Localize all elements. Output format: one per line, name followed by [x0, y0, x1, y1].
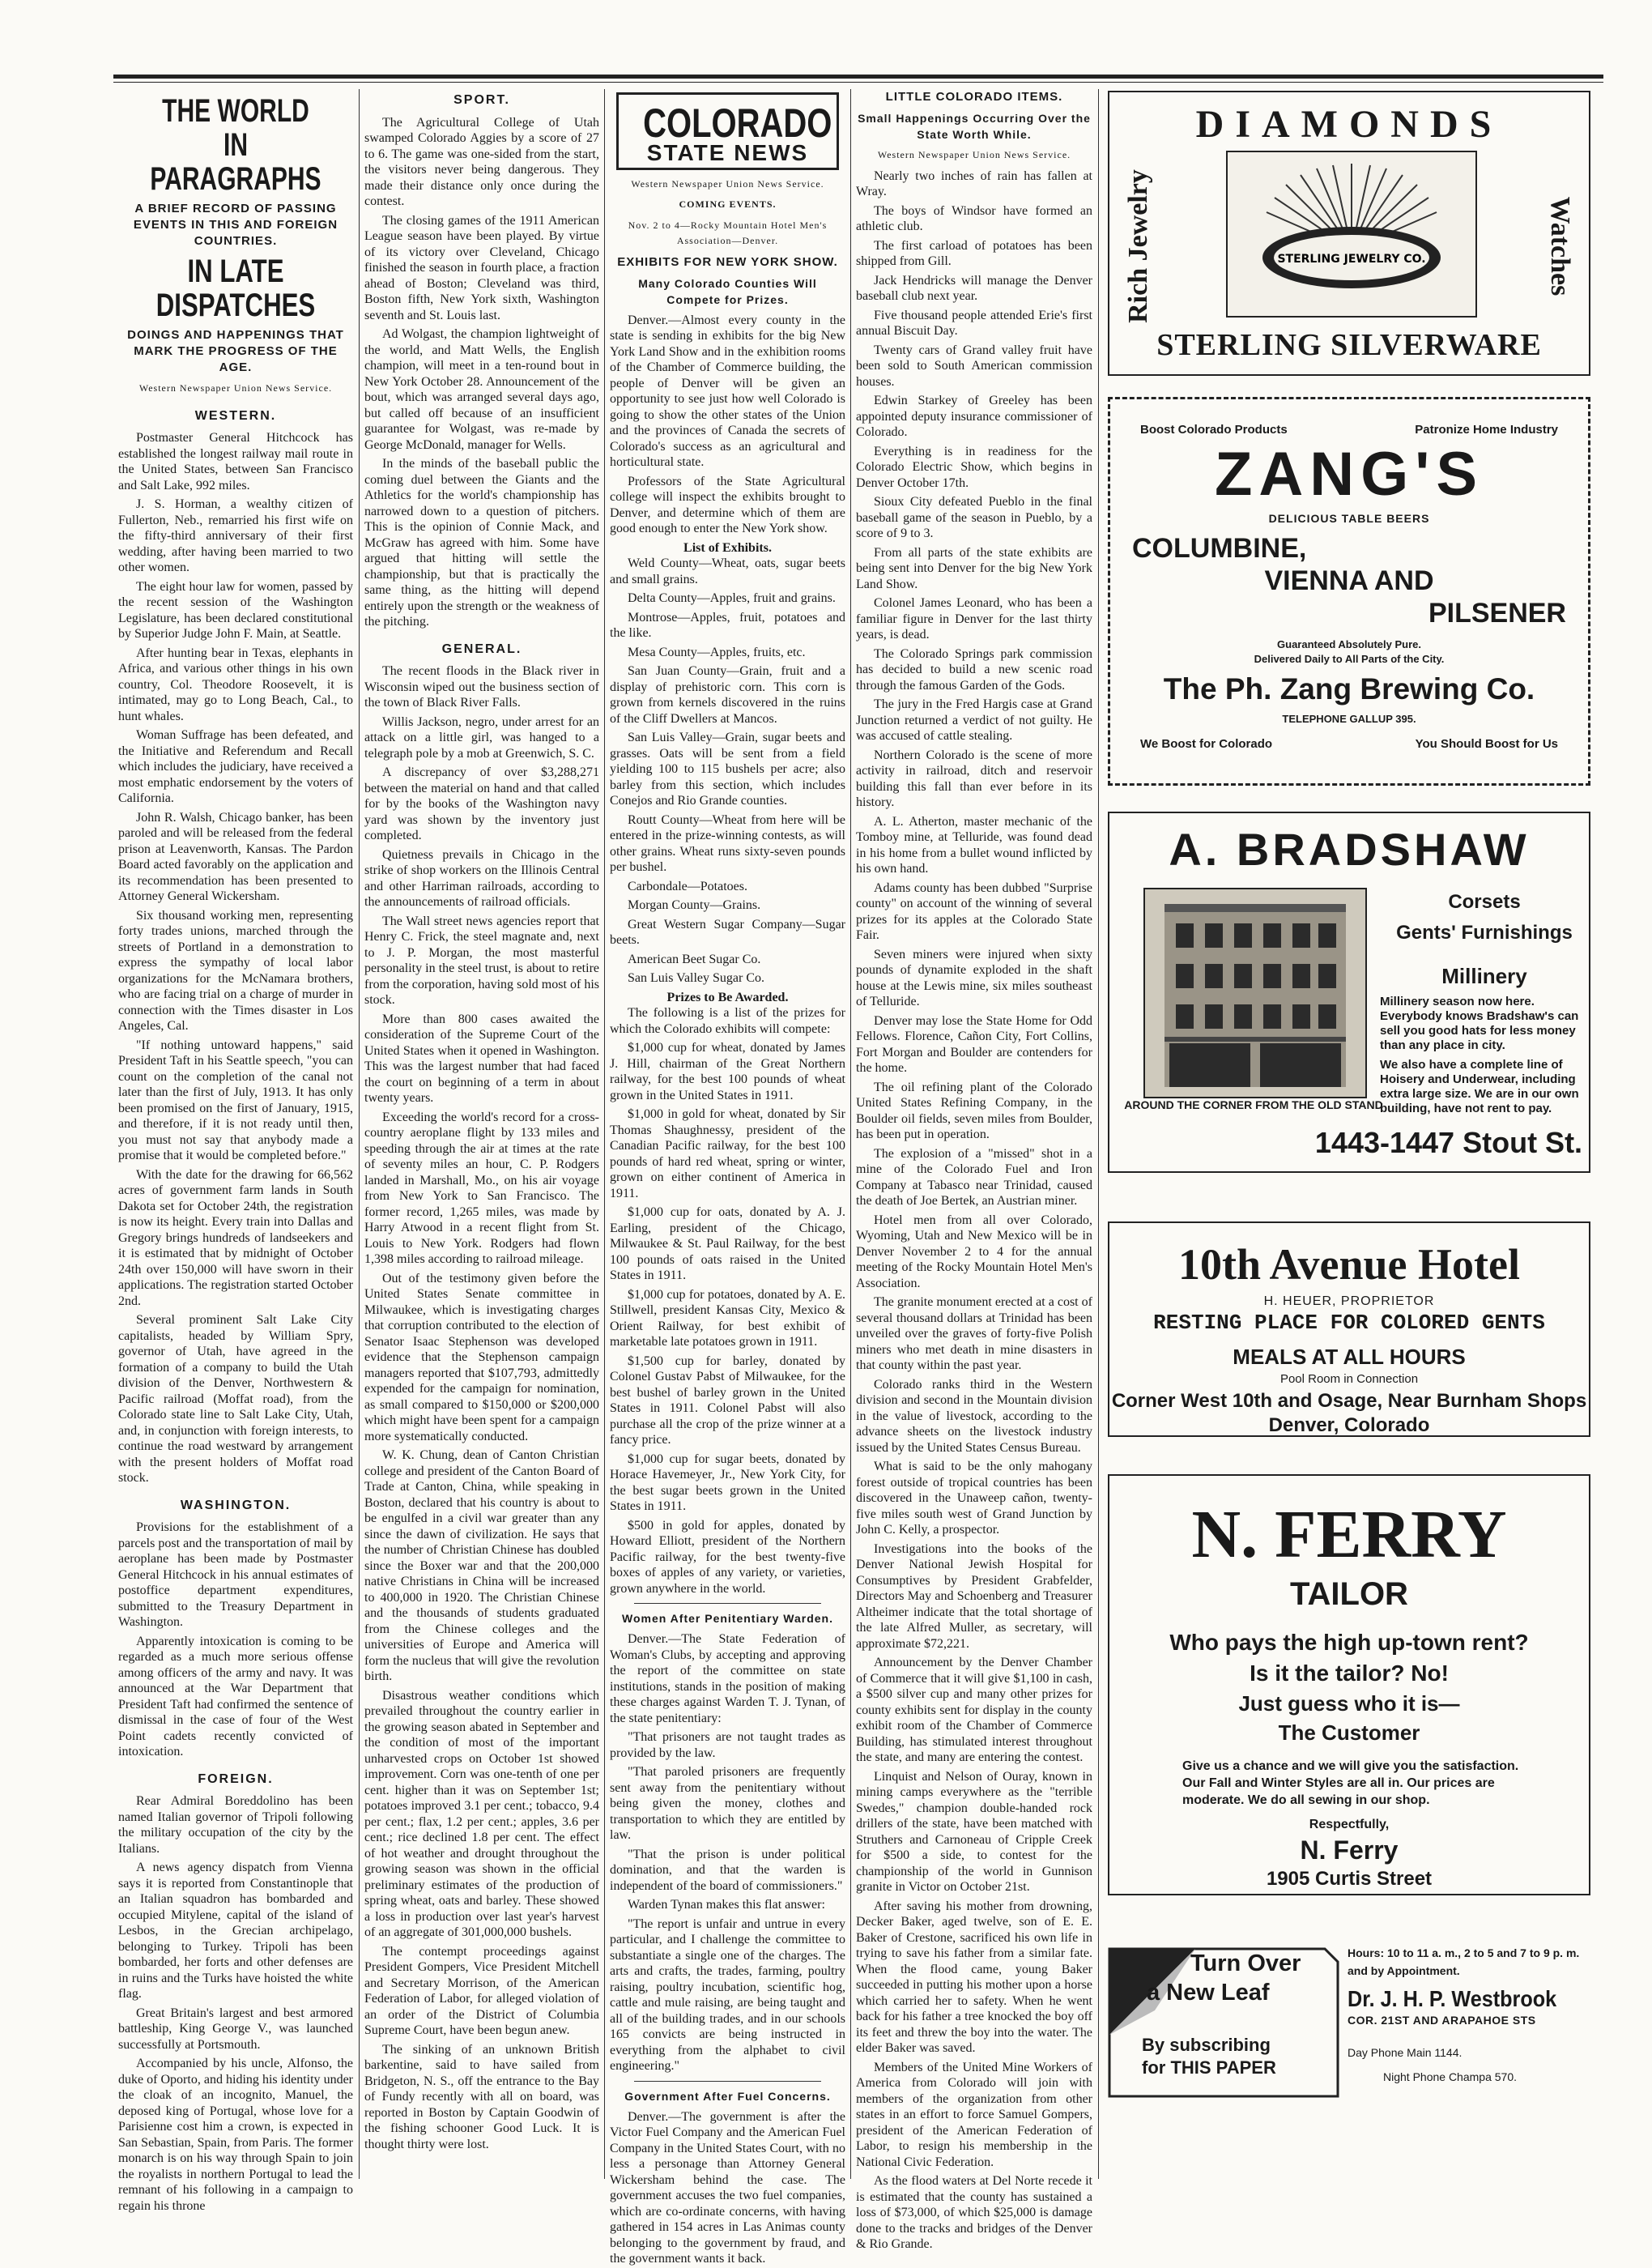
paragraph: A news agency dispatch from Vienna says it is reported from Constantinople that an Italian squadron has bombarded and occupied Mitylene, capital of the island of Lesbos, in the Grecian archipelago, belonging to Turkey. Tripoli has been bombarded, her forts and other defenses are in ruins and the Turks have hoisted the white flag. — [118, 1861, 353, 2001]
paragraph: Denver may lose the State Home for Odd Fellows. Florence, Cañon City, Fort Collins, Fort Morgan and Boulder are contenders for the home. — [856, 1013, 1092, 1075]
zang-sub: DELICIOUS TABLE BEERS — [1268, 512, 1430, 525]
list-of-exhibits-head: List of Exhibits. — [683, 540, 772, 555]
western-paragraphs — [118, 430, 353, 1486]
column-little-colorado-items — [856, 89, 1092, 2251]
paragraph: A. L. Atherton, master mechanic of the Tomboy mine, at Telluride, was found dead in his home from a bullet wound inflicted by his own hand. — [856, 814, 1092, 876]
paragraph: Morgan County—Grains. — [628, 898, 761, 912]
paragraph: Apparently intoxication is coming to be regarded as a much more serious offense among officers of the army and navy. It was announced at the War Department that President Taft had confirmed the sentence of dismissal in the case of four of the West Point cadets recently convicted of intoxication. — [118, 1634, 353, 1759]
doctor-day-phone: Day Phone Main 1144. — [1348, 2046, 1463, 2059]
paragraph: Accompanied by his uncle, Alfonso, the duke of Oporto, and hiding his identity under the cloak of an incognito, Manuel, the deposed king of Portugal, whose love for a Parisienne cost him a crown, is expected in San Sebastian, Spain, from Paris. The former monarch is on his way through Spain to join the royalists in northern Portugal to lead the remnant of his following in a campaign to regain his throne — [118, 2057, 353, 2213]
leaf-line1: Turn Over — [1190, 1950, 1301, 1976]
section-general: GENERAL. — [441, 642, 522, 656]
paragraph: Postmaster General Hitchcock has established the longest railway mail route in the United States, between San Francisco and Salt Lake, 992 miles. — [118, 431, 353, 492]
prizes-head: Prizes to Be Awarded. — [666, 990, 789, 1004]
paragraph: Ad Wolgast, the champion lightweight of the world, and Matt Wells, the English champion, will meet in a ten-round bout in New York October 28. Announcement of the bout, which was arranged several days ago, but called off because of an insufficient guarantee for Wolgast, was re-made by George McDonald, manager for Wells. — [364, 327, 599, 452]
paragraph: Jack Hendricks will manage the Denver baseball club next year. — [856, 273, 1092, 303]
column-colorado-state-news — [610, 89, 845, 2266]
paragraph: $1,000 cup for oats, donated by A. J. Earling, president of the Chicago, Milwaukee & St. Paul Railway, for the best 100 pounds of oats raised in the United States in 1911. — [610, 1205, 845, 1282]
column-world-in-paragraphs — [118, 89, 353, 2213]
paragraph: Routt County—Wheat from here will be entered in the prize-winning contests, as will other grains. Wheat runs sixty-seven pounds per bushel. — [610, 812, 845, 874]
paragraph: "That prisoners are not taught trades as provided by the law. — [610, 1730, 845, 1760]
hotel-tagline: RESTING PLACE FOR COLORED GENTS — [1153, 1311, 1545, 1335]
ferry-trade: TAILOR — [1290, 1576, 1408, 1612]
watches-label: Watches — [1545, 196, 1575, 296]
zang-line1: COLUMBINE, — [1132, 533, 1307, 564]
paragraph: Rear Admiral Boreddolino has been named Italian governor of Tripoli following the military occupation of the city by the Italians. — [118, 1794, 353, 1856]
paragraph: As the flood waters at Del Norte recede it is estimated that the county has sustained a loss of $73,000, of which $25,000 is damage done to the tracks and bridges of the Denver & Rio Grande. — [856, 2174, 1092, 2251]
headline-world-in-paragraphs: THE WORLD IN PARAGRAPHS — [150, 93, 321, 197]
bradshaw-text: Millinery season now here. Everybody knows Bradshaw's can sell you good hats for less money than any place in city. — [1380, 995, 1579, 1052]
paragraph: With the date for the drawing for 66,562 acres of government farm lands in South Dakota set for October 24th, the registration is now its height. Every train into Dallas and Gregory brings hundreds of landseekers and it is estimated that by midnight of October 24th over 150,000 will have sworn in their applications. The registration started October 2nd. — [118, 1167, 353, 1308]
bradshaw-corsets: Corsets — [1448, 891, 1521, 913]
store-building-picture — [1143, 888, 1367, 1098]
paragraph: Great Western Sugar Company—Sugar beets. — [610, 917, 845, 947]
paragraph: Delta County—Apples, fruit and grains. — [628, 591, 836, 605]
leaf-line3: By subscribing — [1142, 2035, 1271, 2055]
paragraph: Professors of the State Agricultural college will inspect the exhibits brought to Denver, and determine which of them are good enough to enter the New York show. — [610, 474, 845, 535]
divider — [634, 2081, 821, 2082]
paragraph: $500 in gold for apples, donated by Howard Elliott, president of the Northern Pacific railway, for the best twenty-five boxes of apples of any variety, or varieties, grown anywhere in the world. — [610, 1518, 845, 1596]
paragraph: In the minds of the baseball public the coming duel between the Giants and the Athletics for the world's championship has narrowed down to a question of pitchers. This is the opinion of Connie Mack, and McGraw has agreed with him. Some have argued that hitting will settle the championship, but that is practically the same thing, as the hitting will depend entirely upon the strength or the weakness of the pitching. — [364, 457, 599, 629]
sport-paragraphs — [364, 115, 599, 630]
paragraph: Twenty cars of Grand valley fruit have been sold to South American commission houses. — [856, 343, 1092, 389]
ferry-name: N. FERRY — [1191, 1497, 1507, 1572]
paragraph: $1,500 cup for barley, donated by Colonel Gustav Pabst of Milwaukee, for the best bushel of barley grown in the United States in 1911. Colonel Pabst will also purchase all the crop of the prize winner at a fancy price. — [610, 1354, 845, 1447]
ad-diamonds — [1108, 91, 1590, 376]
zang-phone: TELEPHONE GALLUP 395. — [1282, 713, 1416, 725]
paragraph: Adams county has been dubbed "Surprise county" on account of the winning of several prizes for its apples at the Colorado State Fair. — [856, 880, 1092, 942]
section-sport: SPORT. — [453, 93, 510, 107]
paragraph: The recent floods in the Black river in Wisconsin wiped out the business section of the town of Black River Falls. — [364, 664, 599, 710]
bradshaw-caption: AROUND THE CORNER FROM THE OLD STAND — [1124, 1098, 1383, 1111]
paragraph: Linquist and Nelson of Ouray, known in mining camps everywhere as the "terrible Swedes," champion double-handed rock drillers of the state, have been matched with Struthers and Carnoneau of Cripple Creek for $500 a side, to contest for the championship of the world in Gunnison granite in Victor on October 21st. — [856, 1769, 1092, 1894]
zang-patronize: Patronize Home Industry — [1415, 423, 1558, 437]
paragraph: A discrepancy of over $3,288,271 between the material on hand and that called for by the books of the Washington navy yard was shown by the inventory just completed. — [364, 765, 599, 842]
paragraph: $1,000 cup for sugar beets, donated by Horace Havemeyer, Jr., New York City, for the best sugar beets grown in the United States in 1911. — [610, 1452, 845, 1513]
credit-line: Western Newspaper Union News Service. — [631, 177, 824, 190]
paragraph: Exceeding the world's record for a cross-country aeroplane flight by 133 miles and speeding through the air at times at the rate of seventy miles an hour, C. P. Rodgers landed in Marshall, Mo., on his air voyage from New York to San Francisco. The former record, 1,265 miles, was made by Harry Atwood in a recent flight from St. Louis to New York. Rodgers had flown 1,398 miles according to railroad mileage. — [364, 1110, 599, 1266]
paragraph: The closing games of the 1911 American League season have been played. By virtue of its victory over Cleveland, Chicago finished the season in fourth place, a fraction ahead of Boston; Cleveland was third, Boston fifth, New York sixth, Washington seventh and St. Louis last. — [364, 213, 599, 322]
section-foreign: FOREIGN. — [198, 1771, 274, 1786]
masthead-colorado: COLORADO — [643, 100, 832, 146]
bradshaw-name: A. BRADSHAW — [1169, 824, 1530, 875]
deck-exhibits: Many Colorado Counties Will Compete for Prizes. — [638, 276, 817, 306]
paragraph: Disastrous weather conditions which prevailed throughout the country earlier in the growing season abated in September and the condition of most of the important unharvested crops on October 1st showed improvement. Corn was one-tenth of one per cent. higher than it was on September 1st; potatoes improved 3.1 per cent.; tobacco, 9.4 per cent.; flax, 1.2 per cent.; apples, 3.6 per cent.; rice declined 1.8 per cent. The effect of hot weather and drought throughout the growing season was shown in the official preliminary estimates of the production of spring wheat, oats and barley. These showed a loss in production over last year's harvest of an aggregate of 301,000,000 bushels. — [364, 1688, 599, 1939]
paragraph: The sinking of an unknown British barkentine, said to have sailed from Bridgeton, N. S., off the entrance to the Bay of Fundy recently with all on board, was reported in Boston by Captain Goodwin of the fishing schooner Good Luck. It is thought thirty were lost. — [364, 2042, 599, 2151]
ad-10th-avenue-hotel — [1108, 1221, 1590, 1437]
hotel-meals: MEALS AT ALL HOURS — [1233, 1345, 1466, 1369]
masthead-state-news: STATE NEWS — [646, 140, 809, 165]
paragraph: Colorado ranks third in the Western division and second in the Mountain division in the value of livestock, according to the advance sheets on the livestock industry issued by the United States Census Bureau. — [856, 1377, 1092, 1455]
paragraph: Woman Suffrage has been defeated, and the Initiative and Referendum and Recall which includes the judiciary, have received a most emphatic endorsement by the voters of California. — [118, 728, 353, 805]
zang-name: ZANG'S — [1214, 440, 1484, 509]
credit-line: Western Newspaper Union News Service. — [877, 149, 1071, 160]
paragraph: Mesa County—Apples, fruits, etc. — [628, 645, 806, 659]
paragraph: Announcement by the Denver Chamber of Commerce that it will give $1,100 in cash, a $500 silver cup and many other prizes for county exhibits sent for display in the county exhibit room of the Chamber of Commerce Building, has stimulated interest throughout the state, and many are entering the contest. — [856, 1656, 1092, 1764]
paragraph: The explosion of a "missed" shot in a mine of the Colorado Fuel and Iron Company at Tabasco near Trinidad, caused the death of Joe Bertek, an Austrian miner. — [856, 1146, 1092, 1208]
warden-paragraphs — [610, 1631, 845, 2074]
section-western: WESTERN. — [194, 408, 277, 423]
paragraph: The Colorado Springs park commission has decided to build a new scenic road through the famous Garden of the Gods. — [856, 646, 1092, 693]
paragraph: Colonel James Leonard, who has been a familiar figure in Denver for the last thirty years, is dead. — [856, 596, 1092, 642]
paragraph: Denver.—The State Federation of Woman's Clubs, by accepting and approving the report of the committee on state institutions, stands in the position of making these charges against Warden T. J. Tynan, of the state penitentiary: — [610, 1632, 845, 1725]
bradshaw-gents: Gents' Furnishings — [1396, 922, 1573, 944]
bradshaw-text2: We also have a complete line of Hoisery and Underwear, including extra large size. We are in our own building, have not rent to pay. — [1380, 1058, 1579, 1115]
paragraph: Five thousand people attended Erie's first annual Biscuit Day. — [856, 308, 1092, 338]
sunburst-emblem-icon — [1228, 152, 1475, 316]
paragraph: Hotel men from all over Colorado, Wyoming, Utah and New Mexico will be in Denver November 2 to 4 for the annual meeting of the Rocky Mountain Hotel Men's Association. — [856, 1213, 1092, 1290]
paragraph: "That paroled prisoners are frequently sent away from the penitentiary without being given the money, clothes and transportation to which they are entitled by law. — [610, 1765, 845, 1842]
emblem-text: STERLING JEWELRY CO. — [1277, 253, 1426, 266]
ferry-question1: Who pays the high up-town rent? — [1169, 1630, 1529, 1655]
paragraph: Six thousand working men, representing forty trades unions, marched through the streets of Portland in a demonstration to express the sympathy of local labor organizations for the McNamara brothers, who are facing trial on a charge of murder in connection with the Times disaster in Los Angeles, Cal. — [118, 908, 353, 1033]
paragraph: After hunting bear in Texas, elephants in Africa, and various other things in his own country, Col. Theodore Roosevelt, it is intimated, may go to Long Beach, Cal., to hunt whales. — [118, 646, 353, 723]
bradshaw-millinery: Millinery — [1441, 964, 1527, 988]
paragraph: W. K. Chung, dean of Canton Christian college and president of the Canton Board of Trade at Canton, China, while speaking in Boston, declared that his country is about to be engulfed in a civil war greater than any since the dawn of civilization. He says that the number of Christian Chinese has doubled since the Boxer war and that the 200,000 native Christians in China will be increased to 400,000 in 1920. The Christian Chinese and the thousands of students graduated from the Chinese colleges and the universities of Europe and America will form the nucleus that will give the revolution birth. — [364, 1448, 599, 1683]
exhibits-paragraphs — [610, 313, 845, 537]
general-paragraphs — [364, 663, 599, 2152]
paragraph: The jury in the Fred Hargis case at Grand Junction returned a verdict of not guilty. He was accused of cattle stealing. — [856, 697, 1092, 743]
ad-zang — [1108, 397, 1590, 786]
prize-paragraphs — [610, 1005, 845, 1597]
hotel-pool: Pool Room in Connection — [1279, 1372, 1419, 1386]
paragraph: San Luis Valley Sugar Co. — [628, 971, 765, 985]
paragraph: Great Britain's largest and best armored battleship, King George V., was launched successfully at Portsmouth. — [118, 2006, 353, 2052]
paragraph: Carbondale—Potatoes. — [628, 879, 747, 893]
paragraph: "If nothing untoward happens," said President Taft in his Seattle speech, "you can count on the completion of the canal not later than the first of July, 1913. It has only been promised on the first of January, 1915, and therefore, if it is not ready until then, you must not say that anybody made a promise that it would be completed before." — [118, 1038, 353, 1162]
ferry-signature: N. Ferry — [1300, 1835, 1399, 1865]
paragraph: "That the prison is under political domination, and that the warden is independent of the board of commissioners." — [610, 1847, 845, 1893]
column-rule — [850, 89, 851, 2179]
doctor-hours: Hours: 10 to 11 a. m., 2 to 5 and 7 to 9 p. m. and by Appointment. — [1348, 1946, 1580, 1977]
fuel-paragraphs — [610, 2109, 845, 2267]
masthead-box — [616, 92, 839, 170]
headline-late-dispatches: IN LATE DISPATCHES — [155, 254, 316, 323]
paragraph: Edwin Starkey of Greeley has been appointed deputy insurance commissioner of Colorado. — [856, 394, 1092, 439]
paragraph: Nearly two inches of rain has fallen at Wray. — [856, 168, 1092, 198]
paragraph: Seven miners were injured when sixty pounds of dynamite exploded in the shaft house at the Lewis mine, six miles southeast of Telluride. — [856, 947, 1092, 1008]
paragraph: "The report is unfair and untrue in every particular, and I challenge the committee to substantiate a single one of the charges. The arts and crafts, the trades, farming, poultry raising, poultry incubation, scientific hog, cattle and mule raising, are being taught and all of the building trades, and in our schools 165 convicts are being instructed in everything from the alphabet to civil engineering." — [610, 1916, 845, 2073]
zang-guarantee: Guaranteed Absolutely Pure. — [1277, 638, 1421, 650]
paragraph: American Beet Sugar Co. — [628, 952, 761, 966]
column-rule — [1098, 89, 1099, 2179]
top-rule-thin — [113, 82, 1603, 83]
paragraph: The contempt proceedings against President Gompers, Vice President Mitchell and Secretary Morrison, of the American Federation of Labor, for alleged violation of an order of the District of Columbia Supreme Court, have been begun anew. — [364, 1944, 599, 2037]
zang-boost-us: You Should Boost for Us — [1415, 737, 1558, 751]
paragraph: San Luis Valley—Grain, sugar beets and grasses. Oats will be sent from a field yielding 100 to 115 bushels per acre; also barley from this section, which includes Conejos and Rio Grande counties. — [610, 731, 845, 808]
leaf-line4: for THIS PAPER — [1142, 2057, 1276, 2078]
top-rule — [113, 75, 1603, 79]
paragraph: John R. Walsh, Chicago banker, has been paroled and will be released from the federal prison at Leavenworth, Kansas. The Pardon Board acted favorably on the application and its recommendation has been presented to Attorney General Wickersham. — [118, 810, 353, 903]
paragraph: Northern Colorado is the scene of more activity in railroad, ditch and reservoir building this fall than ever before in its history. — [856, 748, 1092, 809]
hotel-name: 10th Avenue Hotel — [1178, 1240, 1520, 1289]
leaf-line2: a New Leaf — [1147, 1980, 1270, 2006]
doctor-night-phone: Night Phone Champa 570. — [1383, 2070, 1517, 2083]
paragraph: The eight hour law for women, passed by the recent session of the Washington Legislature, has been declared constitutional by Superior Judge John F. Main, at Seattle. — [118, 579, 353, 641]
zang-line2: VIENNA AND — [1264, 565, 1434, 596]
paragraph: What is said to be the only mahogany forest outside of tropical countries has been discovered in the Unaweep cañon, twenty-five miles south west of Grand Junction by John C. Kelly, a prospector. — [856, 1460, 1092, 1537]
deck-little-items: Small Happenings Occurring Over the State Worth While. — [858, 112, 1091, 141]
credit-line: Western Newspaper Union News Service. — [138, 382, 333, 394]
deck-doings: DOINGS AND HAPPENINGS THAT MARK THE PROGRESS OF THE AGE. — [127, 328, 344, 374]
paragraph: The boys of Windsor have formed an athletic club. — [856, 203, 1092, 233]
column-sport-general — [364, 89, 599, 2151]
deck-brief-record: A BRIEF RECORD OF PASSING EVENTS IN THIS AND FOREIGN COUNTRIES. — [133, 202, 338, 248]
jewelry-emblem — [1226, 151, 1477, 318]
hotel-city: Denver, Colorado — [1268, 1414, 1430, 1436]
diamonds-title: DIAMONDS — [1195, 103, 1503, 146]
doctor-address: COR. 21ST AND ARAPAHOE STS — [1348, 2014, 1536, 2027]
foreign-paragraphs — [118, 1793, 353, 2214]
paragraph: Denver.—Almost every county in the state is sending in exhibits for the big New York Land Show and in the exhibition rooms of the Chamber of Commerce building, the people of Denver will be given an opportunity to see just how well Colorado is going to show the other states of the Union and the provinces of Canada the secrets of Colorado's success as an agricultural and horticultural state. — [610, 313, 845, 469]
ferry-customer: The Customer — [1278, 1720, 1420, 1745]
zang-boost-products: Boost Colorado Products — [1140, 423, 1288, 437]
ad-bradshaw — [1108, 812, 1590, 1173]
paragraph: The granite monument erected at a cost of several thousand dollars at Trinidad has been unveiled over the graves of forty-five Polish miners who met death in mine disasters in that county within the past year. — [856, 1295, 1092, 1372]
paragraph: Quietness prevails in Chicago in the strike of shop workers on the Illinois Central and other Harriman railroads, according to the announcements of railroad officials. — [364, 847, 599, 909]
paragraph: Members of the United Mine Workers of America from Colorado will join with members of the organization from other states in an effort to force Samuel Gompers, president of the American Federation of Labor, to resign his membership in the National Civic Federation. — [856, 2060, 1092, 2169]
paragraph: The following is a list of the prizes for which the Colorado exhibits will compete: — [610, 1006, 845, 1036]
rich-jewelry-wrap — [1122, 165, 1155, 327]
coming-events-text: Nov. 2 to 4—Rocky Mountain Hotel Men's Association—Denver. — [628, 219, 828, 246]
paragraph: $1,000 in gold for wheat, donated by Sir Thomas Shaughnessy, president of the Canadian Pacific railway, for the best 100 pounds of hard red wheat, spring or winter, grown on either continent of America in 1911. — [610, 1107, 845, 1200]
building-illustration-icon — [1145, 889, 1365, 1097]
zang-delivered: Delivered Daily to All Parts of the City. — [1254, 653, 1445, 665]
paragraph: Everything is in readiness for the Colorado Electric Show, which begins in Denver October 17th. — [856, 444, 1092, 490]
head-fuel: Government After Fuel Concerns. — [624, 2089, 831, 2103]
doctor-name: Dr. J. H. P. Westbrook — [1348, 1986, 1557, 2011]
paragraph: Sioux City defeated Pueblo in the final baseball game of the season in Pueblo, by a score of 9 to 3. — [856, 495, 1092, 540]
paragraph: The Agricultural College of Utah swamped Colorado Aggies by a score of 27 to 6. The game was one-sided from the start, the visitors never being dangerous. They made their distance only once during the contest. — [364, 115, 599, 208]
paragraph: $1,000 cup for wheat, donated by James J. Hill, chairman of the Great Northern railway, for the best 100 pounds of wheat grown in the United States in 1911. — [610, 1041, 845, 1102]
paragraph: Willis Jackson, negro, under arrest for an attack on a little girl, was hanged to a telegraph pole by a mob at Greenwich, S. C. — [364, 714, 599, 761]
column-rule — [604, 89, 605, 2179]
paragraph: From all parts of the state exhibits are being sent into Denver for the big New York Land Show. — [856, 545, 1092, 591]
paragraph: Provisions for the establishment of a parcels post and the transportation of mail by aeroplane has been made by Postmaster General Hitchcock in his annual estimates of postoffice department expenditures, submitted to the Treasury Department in Washington. — [118, 1520, 353, 1629]
ad-n-ferry-tailor — [1108, 1474, 1590, 1895]
ferry-body: Give us a chance and we will give you the satisfaction. Our Fall and Winter Styles are all in. Our prices are moderate. We do all sewing in our shop. — [1182, 1759, 1519, 1807]
bradshaw-address: 1443-1447 Stout St. — [1314, 1126, 1583, 1159]
paragraph: Denver.—The government is after the Victor Fuel Company and the American Fuel Company in the United States Court, with no less a personage than Attorney General Wickersham behind the case. The government accuses the two fuel companies, which are co-ordinate concerns, with having gathered in 154 acres in Las Animas county belonging to the government by fraud, and the government wants it back. — [610, 2109, 845, 2266]
sterling-silverware: STERLING SILVERWARE — [1156, 328, 1542, 362]
ad-doctor-westbrook — [1348, 1944, 1590, 2098]
hotel-corner: Corner West 10th and Osage, Near Burnham Shops — [1111, 1390, 1587, 1412]
ferry-question3: Just guess who it is— — [1238, 1691, 1460, 1716]
coming-events-head: COMING EVENTS. — [679, 198, 777, 210]
paragraph: The oil refining plant of the Colorado United States Refining Company, in the Boulder oil fields, seven miles from Boulder, has been put in operation. — [856, 1080, 1092, 1141]
rich-jewelry-label: Rich Jewelry — [1123, 169, 1153, 323]
ferry-address: 1905 Curtis Street — [1266, 1868, 1433, 1890]
paragraph: Montrose—Apples, fruit, potatoes and the like. — [610, 610, 845, 640]
hotel-proprietor: H. HEUER, PROPRIETOR — [1263, 1294, 1435, 1308]
paragraph: The first carload of potatoes has been shipped from Gill. — [856, 238, 1092, 268]
little-items-paragraphs — [856, 168, 1092, 2253]
head-warden: Women After Penitentiary Warden. — [622, 1612, 833, 1625]
zang-company: The Ph. Zang Brewing Co. — [1163, 672, 1535, 706]
paragraph: Investigations into the books of the Denver National Jewish Hospital for Consumptives by President Grabfelder, Directors May and Schoenberg and Treasurer Altheimer indicate that the total shortage of the late Alfred Muller, as secretary, will approximate $72,221. — [856, 1541, 1092, 1651]
zang-boost-colorado: We Boost for Colorado — [1140, 737, 1273, 751]
watches-wrap — [1543, 165, 1576, 327]
zang-line3: PILSENER — [1428, 598, 1566, 629]
ferry-respect: Respectfully, — [1309, 1818, 1390, 1831]
paragraph: The Wall street news agencies report that Henry C. Frick, the steel magnate and, next to J. P. Morgan, the most masterful personality in the steel trust, is about to retire from the corporation, having sold most of his stock. — [364, 914, 599, 1007]
ad-turn-over-new-leaf — [1106, 1946, 1341, 2100]
paragraph: San Juan County—Grain, fruit and a display of prehistoric corn. This corn is grown from kernels discovered in the ruins of the Cliff Dwellers at Mancos. — [610, 664, 845, 726]
washington-paragraphs — [118, 1520, 353, 1760]
section-washington: WASHINGTON. — [180, 1498, 292, 1512]
ferry-question2: Is it the tailor? No! — [1250, 1660, 1449, 1686]
paragraph: J. S. Horman, a wealthy citizen of Fullerton, Neb., remarried his first wife on the fifty-third anniversary of their first wedding, after having been married to two other women. — [118, 497, 353, 574]
paragraph: Warden Tynan makes this flat answer: — [628, 1898, 825, 1912]
paragraph: After saving his mother from drowning, Decker Baker, aged twelve, son of E. E. Baker of Crestone, sacrificed his own life in trying to save his father from a similar fate. When the flood came, young Baker succeeded in putting his mother upon a horse which carried her to safety. When he went back for his father a tree knocked the boy off its feet and threw the boy into the water. The elder Baker was saved. — [856, 1899, 1092, 2055]
paragraph: Weld County—Wheat, oats, sugar beets and small grains. — [610, 556, 845, 586]
divider — [634, 1603, 821, 1604]
paragraph: $1,000 cup for potatoes, donated by A. E. Stillwell, president Kansas City, Mexico & Orient Railway, for best exhibit of marketable late potatoes grown in 1911. — [610, 1287, 845, 1349]
head-exhibits: EXHIBITS FOR NEW YORK SHOW. — [617, 254, 838, 269]
list-paragraphs — [610, 556, 845, 987]
column-rule — [359, 89, 360, 2179]
paragraph: More than 800 cases awaited the consideration of the Supreme Court of the United States when it opened in Washington. This was the largest number that had faced the court on beginning of a term in about twenty years. — [364, 1012, 599, 1105]
paragraph: Out of the testimony given before the United States Senate committee in Milwaukee, which is investigating charges that corruption contributed to the election of Senator Isaac Stephenson was developed evidence that the Stephenson campaign managers reported that $107,793, admittedly expended for the campaign for nomination, as small compared to $150,000 or $200,000 which might have been spent for a campaign more systematically conducted. — [364, 1271, 599, 1443]
head-little-items: LITTLE COLORADO ITEMS. — [885, 90, 1063, 104]
paragraph: Several prominent Salt Lake City capitalists, headed by William Spry, governor of Utah, have agreed in the formation of a company to build the Utah division of the Denver, Northwestern & Pacific railroad (Moffat road), from the Colorado state line to Salt Lake City, Utah, and, in conjunction with foreign interests, to continue the road westward by arrangement with the present holders of Moffat road stock. — [118, 1313, 353, 1485]
